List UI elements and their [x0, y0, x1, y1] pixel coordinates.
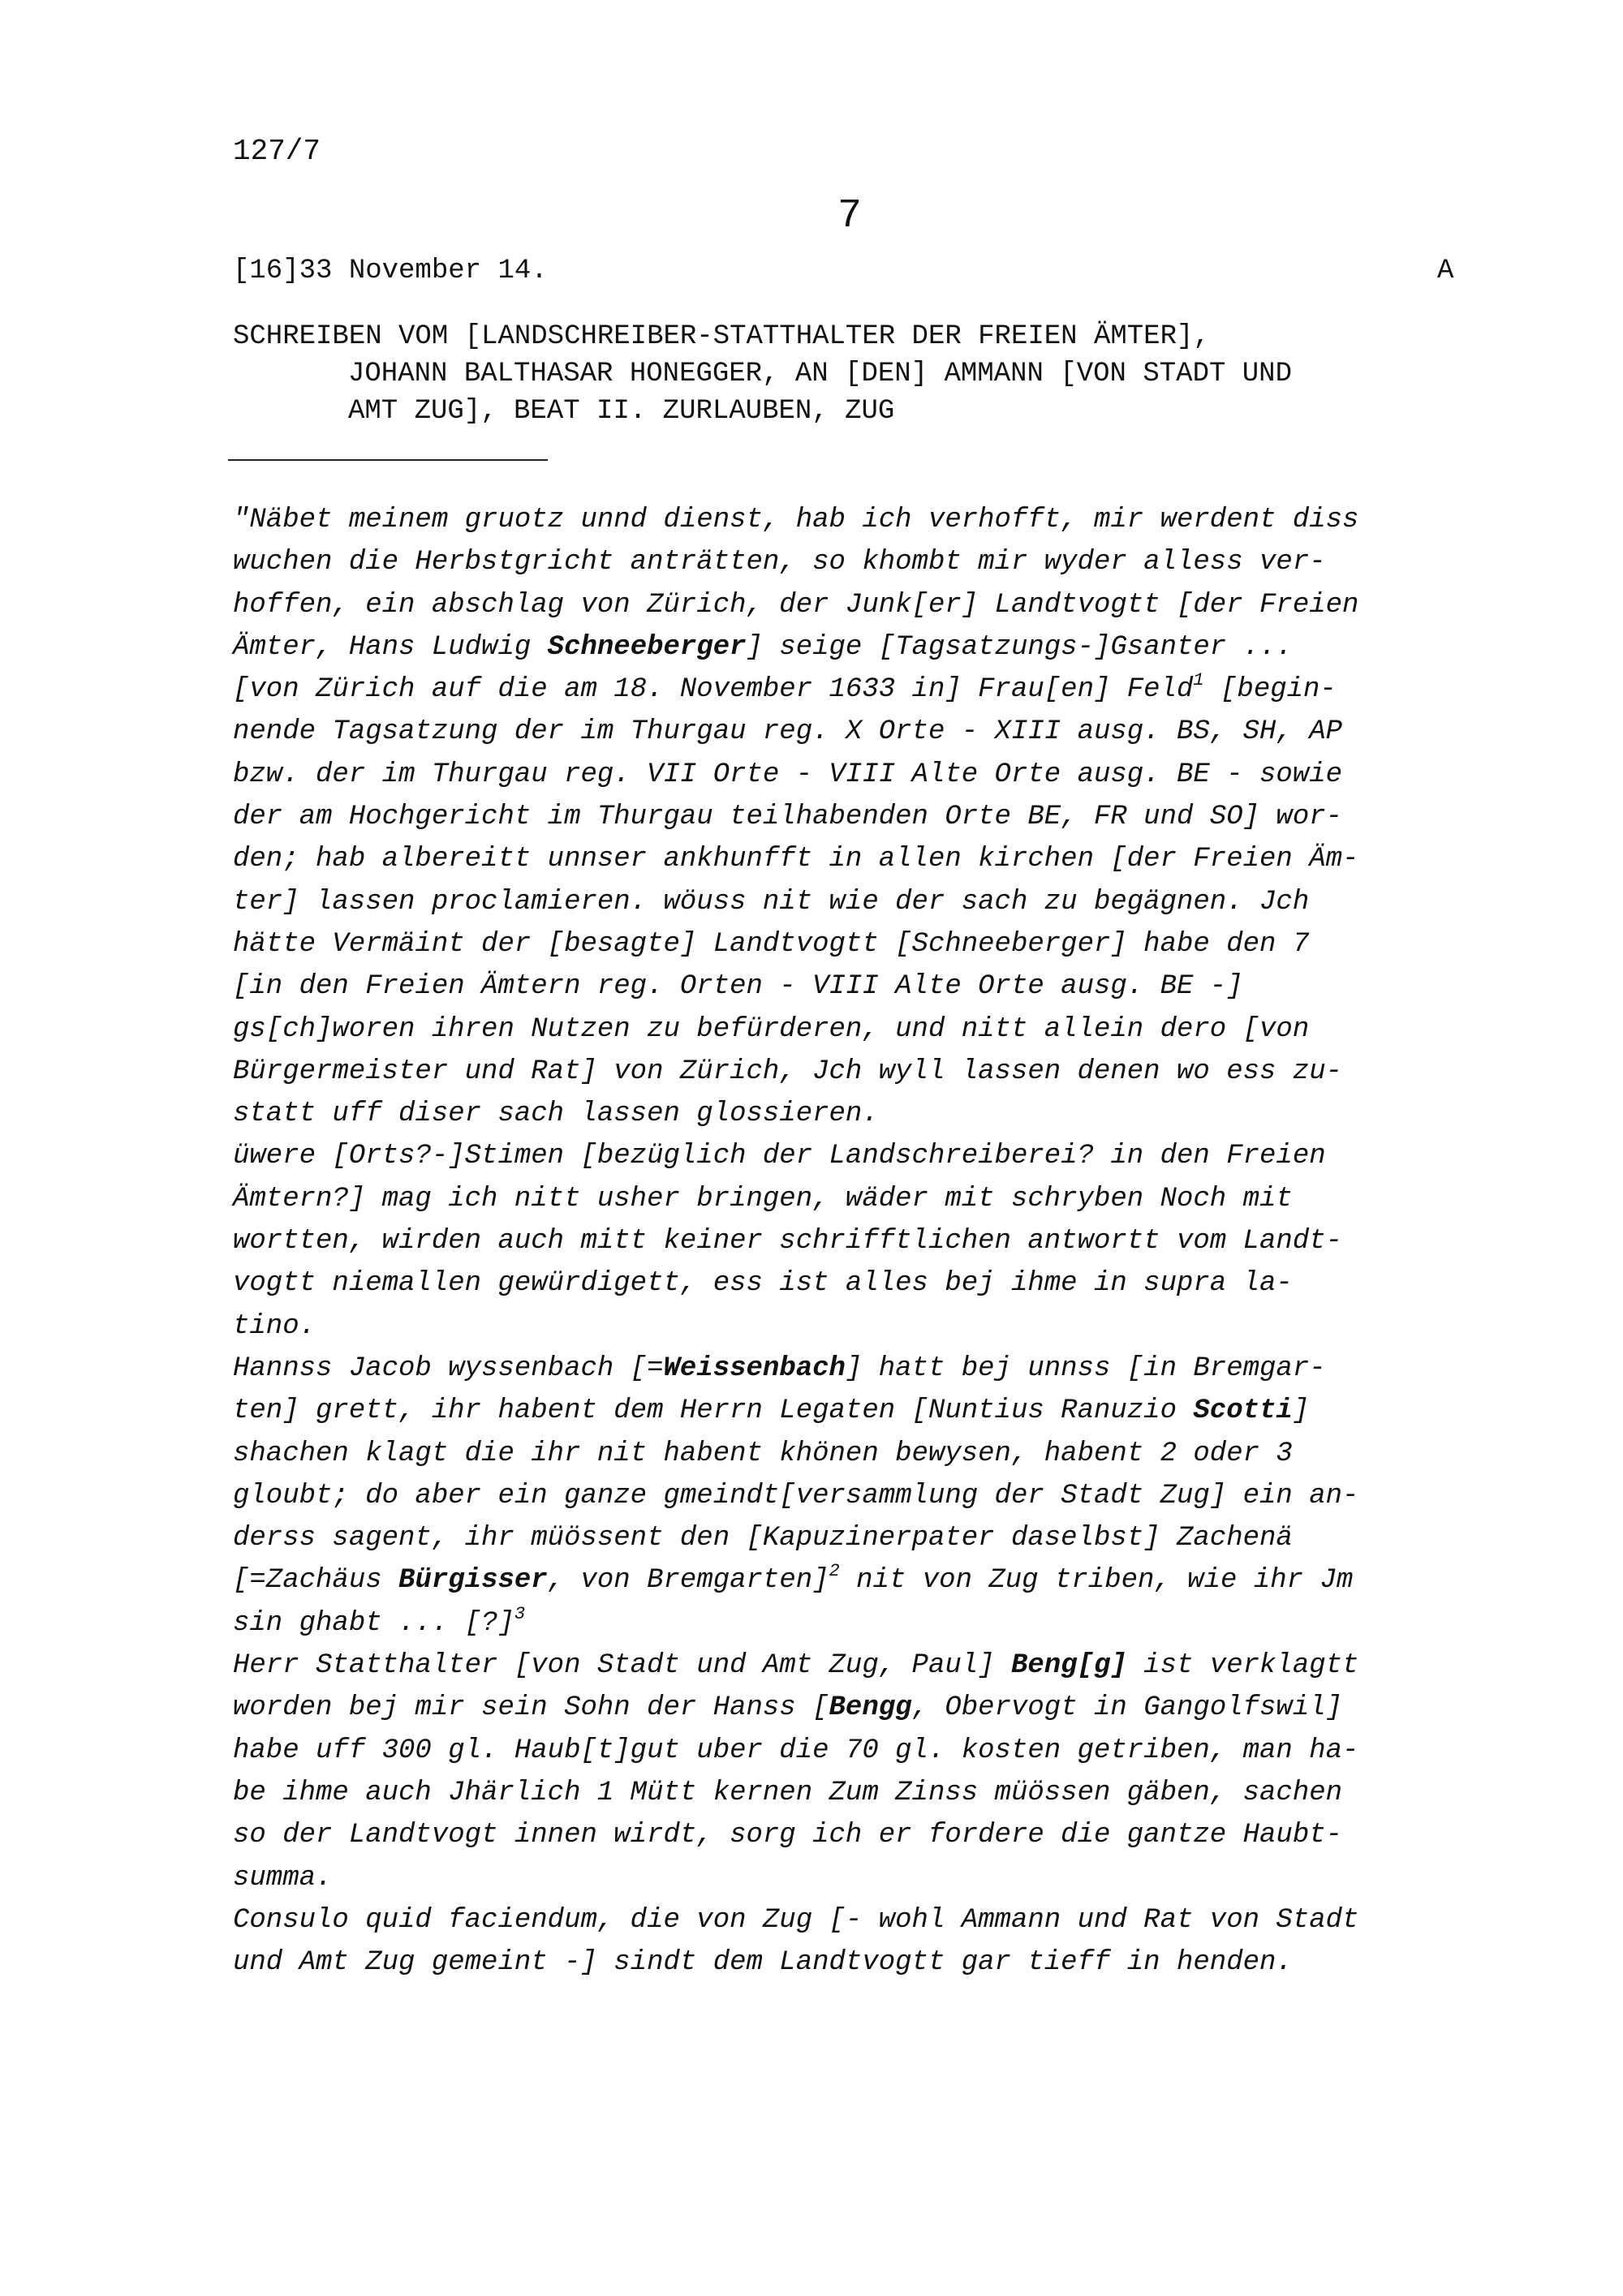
body-line: "Näbet meinem gruotz unnd dienst, hab ich verhofft, mir werdent diss	[233, 505, 1359, 535]
body-line: Ämtern?] mag ich nitt usher bringen, wäder mit schryben Noch mit	[233, 1183, 1293, 1215]
body-line: nende Tagsatzung der im Thurgau reg. X Orte - XIII ausg. BS, SH, AP	[233, 716, 1343, 748]
body-line: Bürgermeister und Rat] von Zürich, Jch wyll lassen denen wo ess zu-	[233, 1056, 1343, 1087]
body-line: vogtt niemallen gewürdigett, ess ist alles bej ihme in supra la-	[233, 1268, 1293, 1300]
body-text: , Obervogt in Gangolfswil]	[911, 1692, 1343, 1724]
body-text: worden bej mir sein Sohn der Hanss [	[233, 1692, 829, 1724]
body-line: wuchen die Herbstgricht anträtten, so khombt mir wyder alless ver-	[233, 547, 1326, 578]
body-line	[233, 669, 1564, 711]
body-line: ter] lassen proclamieren. wöuss nit wie der sach zu begägnen. Jch	[233, 886, 1310, 918]
body-text: sin ghabt ... [?]	[233, 1607, 514, 1639]
body-line: der am Hochgericht im Thurgau teilhabenden Orte BE, FR und SO] wor-	[233, 802, 1343, 833]
body-text: ist verklagtt	[1126, 1650, 1359, 1682]
body-text: ] hatt bej unnss [in Bremgar-	[845, 1352, 1326, 1384]
body-line: shachen klagt die ihr nit habent khönen bewysen, habent 2 oder 3	[233, 1438, 1293, 1469]
person-name: Weissenbach	[663, 1352, 846, 1384]
body-text: ] seige [Tagsatzungs-]Gsanter ...	[746, 631, 1293, 663]
body-line: tino.	[233, 1310, 316, 1342]
body-line: hoffen, ein abschlag von Zürich, der Junk[er] Landtvogtt [der Freien	[233, 589, 1359, 621]
body-line: Consulo quid faciendum, die von Zug [- wohl Ammann und Rat von Stadt	[233, 1904, 1359, 1936]
footnote-marker: 2	[829, 1561, 840, 1582]
person-name: Beng[g]	[1010, 1650, 1127, 1682]
body-text: [=Zachäus	[233, 1565, 399, 1597]
body-line	[233, 1390, 1564, 1432]
person-name: Bürgisser	[398, 1565, 548, 1597]
body-line	[233, 1645, 1564, 1687]
title-divider	[228, 459, 548, 461]
body-text: Hannss Jacob wyssenbach [=	[233, 1352, 664, 1384]
body-line: statt uff diser sach lassen glossieren.	[233, 1099, 879, 1130]
body-line: [in den Freien Ämtern reg. Orten - VIII Alte Orte ausg. BE -]	[233, 971, 1243, 1003]
body-text: ten] grett, ihr habent dem Herrn Legaten [Nuntius Ranuzio	[233, 1395, 1194, 1427]
person-name: Schneeberger	[547, 631, 747, 663]
body-line: be ihme auch Jhärlich 1 Mütt kernen Zum Zinss müössen gäben, sachen	[233, 1777, 1343, 1808]
body-text: Ämter, Hans Ludwig	[233, 631, 548, 663]
body-line: derss sagent, ihr müössent den [Kapuzinerpater daselbst] Zachenä	[233, 1523, 1293, 1554]
body-line: hätte Vermäint der [besagte] Landtvogtt [Schneeberger] habe den 7	[233, 928, 1310, 960]
body-line: so der Landtvogt innen wirdt, sorg ich er fordere die gantze Haubt-	[233, 1820, 1343, 1851]
title-line: JOHANN BALTHASAR HONEGGER, AN [DEN] AMMANN [VON STADT UND	[348, 359, 1292, 389]
body-line: gs[ch]woren ihren Nutzen zu befürderen, und nitt allein dero [von	[233, 1013, 1310, 1045]
body-line: bzw. der im Thurgau reg. VII Orte - VIII Alte Orte ausg. BE - sowie	[233, 759, 1343, 790]
document-number: 7	[837, 193, 863, 239]
body-line: gloubt; do aber ein ganze gmeindt[versammlung der Stadt Zug] ein an-	[233, 1480, 1359, 1511]
document-date: [16]33 November 14.	[233, 256, 548, 286]
body-line: üwere [Orts?-]Stimen [bezüglich der Landschreiberei? in den Freien	[233, 1141, 1326, 1172]
document-title	[233, 318, 1499, 430]
footnote-marker: 1	[1193, 670, 1204, 691]
body-line	[233, 1687, 1564, 1729]
body-line: wortten, wirden auch mitt keiner schrifftlichen antwortt vom Landt-	[233, 1226, 1343, 1258]
body-line	[233, 1348, 1564, 1390]
body-line: und Amt Zug gemeint -] sindt dem Landtvogtt gar tieff in henden.	[233, 1947, 1293, 1979]
body-text: Herr Statthalter [von Stadt und Amt Zug, Paul]	[233, 1650, 1011, 1682]
body-text: nit von Zug triben, wie ihr Jm	[839, 1565, 1354, 1597]
reference-number: 127/7	[233, 135, 321, 168]
title-line: SCHREIBEN VOM [LANDSCHREIBER-STATTHALTER DER FREIEN ÄMTER],	[233, 321, 1210, 352]
body-text: ]	[1292, 1395, 1310, 1427]
body-line: habe uff 300 gl. Haub[t]gut uber die 70 gl. kosten getriben, man ha-	[233, 1735, 1359, 1766]
body-line	[233, 1559, 1564, 1602]
document-letter: A	[1437, 256, 1454, 286]
body-text: , von Bremgarten]	[547, 1565, 829, 1597]
body-line	[233, 626, 1564, 669]
footnote-marker: 3	[514, 1603, 526, 1624]
title-line: AMT ZUG], BEAT II. ZURLAUBEN, ZUG	[348, 396, 895, 427]
body-line	[233, 1602, 1564, 1645]
body-line: summa.	[233, 1862, 333, 1894]
letter-body	[233, 499, 1564, 1984]
body-text: [begin-	[1203, 674, 1337, 706]
person-name: Scotti	[1193, 1395, 1293, 1427]
body-line: den; hab albereitt unnser ankhunfft in allen kirchen [der Freien Äm-	[233, 844, 1359, 875]
body-text: [von Zürich auf die am 18. November 1633 in] Frau[en] Feld	[233, 674, 1194, 706]
person-name: Bengg	[829, 1692, 912, 1724]
